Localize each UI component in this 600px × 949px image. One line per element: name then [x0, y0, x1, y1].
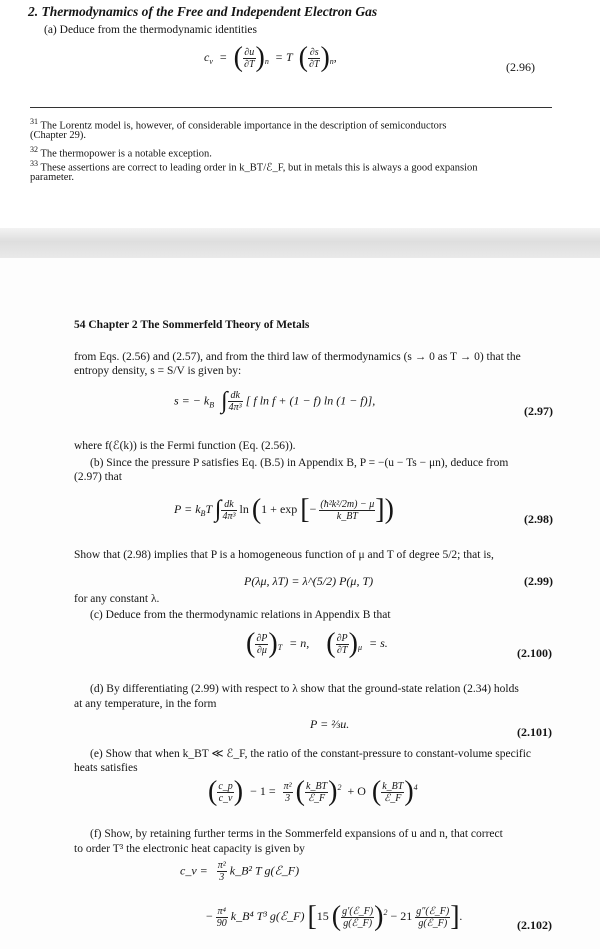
- frac-dmu: ∂μ: [256, 644, 267, 656]
- frac-dP-2: ∂P: [336, 632, 348, 644]
- frac-pi2: π²: [283, 780, 292, 792]
- eq-T: T: [205, 501, 212, 516]
- problem-heading: 2. Thermodynamics of the Free and Independent Electron Gas: [28, 4, 378, 19]
- part-e-line1: (e) Show that when k_BT ≪ ℰ_F, the ratio of the constant-pressure to constant-volume specific: [90, 748, 532, 760]
- frac-pi2: π²: [217, 860, 226, 871]
- frac-gprime: g′(ℰ_F): [342, 905, 374, 917]
- fn-text: These assertions are correct to leading order in k_BT/ℰ_F, but in metals this is always a good expansion: [40, 162, 478, 174]
- part-d-line2: at any temperature, in the form: [74, 698, 217, 710]
- frac-dk: dk: [228, 390, 243, 402]
- frac-4pi3: 4π³: [228, 402, 242, 413]
- show-298-line: Show that (2.98) implies that P is a homogeneous function of μ and T of degree 5/2; that is,: [74, 549, 494, 561]
- fn-text: The thermopower is a notable exception.: [40, 148, 212, 160]
- eq-cv: c: [204, 49, 210, 64]
- any-constant-line: for any constant λ.: [74, 593, 160, 605]
- eq-cv-sub: v: [209, 57, 213, 67]
- frac-g-2: g(ℰ_F): [418, 917, 448, 929]
- frac-3: 3: [285, 792, 291, 804]
- equation-2-100: ( $\frac{\partial P}{\partial\mu}$ )$_T = n$, ( $\frac{\partial P}{\partial T}$ )$_\mu = s$.: [246, 628, 388, 659]
- frac-cv: c_v: [218, 792, 233, 804]
- footnote-33: [30, 157, 478, 176]
- frac-dk: dk: [221, 499, 236, 511]
- equation-2-98: $P = k_BT$ ∫ $\frac{dk}{\text{4π³}}$ ln (1 + exp [− $\frac{\text{(ħ²k²/2m) − μ}}{k\_BT}$ ]): [174, 494, 394, 525]
- frac-kT: k_BT: [306, 780, 328, 792]
- fn-mark: 31: [30, 117, 38, 126]
- footnote-31-cont: (Chapter 29).: [30, 130, 86, 141]
- eq-cv: c_v =: [180, 863, 208, 878]
- eq-minus: −: [309, 501, 317, 516]
- frac-pi4: π⁴: [217, 905, 227, 917]
- frac-dT: ∂T: [336, 644, 348, 656]
- frac-dT-2: ∂T: [308, 58, 320, 70]
- equation-2-97: s = − $k_B$ ∫ $\frac{dk}{\text{4π³}}$ [ f ln f + (1 − f) ln (1 − f)],: [174, 388, 376, 414]
- eq-lhs: s = − k: [174, 393, 210, 408]
- part-b-line1: (b) Since the pressure P satisfies Eq. (B.5) in Appendix B, P = −(u − Ts − μn), deduce from: [90, 457, 509, 469]
- eq-number-2-96: (2.96): [506, 60, 535, 74]
- frac-cp: c_p: [218, 780, 233, 792]
- frac-ds: ∂s: [309, 46, 319, 58]
- eq-equals-T: = T: [274, 49, 293, 64]
- frac-EF: ℰ_F: [307, 792, 326, 804]
- frac-90: 90: [216, 917, 227, 929]
- sub-n-2: n: [329, 57, 334, 67]
- equation-2-96: $c_v$ = ( $\frac{\partial u}{\partial T}$ )$_n = T$ ( $\frac{\partial s}{\partial T}$ )$_n$,: [204, 42, 337, 73]
- fn-text: The Lorentz model is, however, of considerable importance in the description of semiconductors: [40, 120, 447, 132]
- part-f-line2: to order T³ the electronic heat capacity is given by: [74, 843, 305, 855]
- frac-g: g(ℰ_F): [343, 917, 373, 929]
- frac-kBT: k_BT: [336, 510, 358, 522]
- frac-4pi3: 4π³: [222, 510, 236, 522]
- where-line: where f(ℰ(k)) is the Fermi function (Eq. (2.56)).: [74, 440, 296, 452]
- running-head: 54 Chapter 2 The Sommerfeld Theory of Metals: [74, 319, 310, 331]
- eq-line1-body: k_B² T g(ℰ_F): [229, 863, 300, 878]
- eq-body: [ f ln f + (1 − f) ln (1 − f)],: [245, 393, 376, 408]
- sup-2: 2: [383, 907, 388, 917]
- eq-number-2-102: (2.102): [517, 918, 552, 932]
- equation-heat-ratio: ( $\frac{c\_p}{c\_v}$ ) − 1 = $\frac{\text{π²}}{3}$ ( $\frac{k\_BT}{\text{ℰ\_F}}$ )$^2$ + O ( $\frac{k\_BT}{\text{ℰ\_F}}$ )$^4$: [208, 776, 418, 807]
- frac-EF-2: ℰ_F: [384, 792, 402, 804]
- eq-minus-one: − 1 =: [250, 783, 276, 798]
- part-f-line1: (f) Show, by retaining further terms in the Sommerfeld expansions of u and n, that correct: [90, 828, 503, 840]
- eq-minus: −: [206, 908, 213, 923]
- frac-energy: (ħ²k²/2m) − μ: [320, 498, 375, 510]
- eq-line2-body: k_B⁴ T³ g(ℰ_F): [230, 908, 305, 923]
- part-a-text: (a) Deduce from the thermodynamic identities: [44, 24, 257, 36]
- sub-mu: μ: [358, 643, 363, 653]
- equation-2-102-line2: − $\frac{\text{π⁴}}{90}$ k_B⁴ T³ g(ℰ_F) [15 ( $\frac{\text{g′(ℰ\_F)}}{\text{g(ℰ\_F)}}$ )$^2$ − 21 $\frac{\text{g″(ℰ\_F)}}{\text{g(ℰ\_F)}}$ ].: [206, 901, 463, 932]
- eq-ln: ln: [239, 501, 249, 516]
- eq-equals-s: = s.: [369, 635, 388, 650]
- page-separator: [0, 228, 600, 258]
- eq-minus-21: − 21: [390, 908, 413, 923]
- fn-mark: 33: [30, 159, 38, 168]
- eq-number-2-99: (2.99): [524, 574, 553, 588]
- eq-1-plus-exp: 1 + exp: [261, 501, 298, 516]
- footnote-31: [30, 115, 446, 134]
- footnote-33-cont: parameter.: [30, 172, 75, 183]
- eq-lhs: P = k: [174, 501, 201, 516]
- frac-du: ∂u: [244, 46, 255, 58]
- part-c-text: (c) Deduce from the thermodynamic relations in Appendix B that: [90, 609, 391, 621]
- eq-lhs-sub: B: [209, 400, 215, 410]
- equation-2-101: P = ⅔u.: [310, 717, 350, 731]
- equation-2-102-line1: [180, 860, 299, 883]
- para1-line1: from Eqs. (2.56) and (2.57), and from the third law of thermodynamics (s → 0 as T → 0) that the: [74, 351, 521, 363]
- frac-dP: ∂P: [256, 632, 268, 644]
- eq-number-2-101: (2.101): [517, 725, 552, 739]
- frac-3: 3: [219, 872, 225, 883]
- sub-n: n: [264, 57, 269, 67]
- frac-kT-2: k_BT: [382, 780, 404, 792]
- eq-number-2-98: (2.98): [524, 512, 553, 526]
- eq-number-2-100: (2.100): [517, 646, 552, 660]
- sub-T: T: [277, 643, 283, 653]
- part-d-line1: (d) By differentiating (2.99) with respect to λ show that the ground-state relation (2.34) holds: [90, 683, 519, 695]
- eq-number-2-97: (2.97): [524, 404, 553, 418]
- eq-equals: =: [219, 49, 227, 64]
- part-b-line2: (2.97) that: [74, 471, 122, 483]
- frac-gdoubleprime: g″(ℰ_F): [416, 905, 450, 917]
- eq-tail: ,: [333, 49, 337, 64]
- eq-lhs-sub: B: [200, 509, 206, 519]
- fn-mark: 32: [30, 145, 38, 154]
- eq-15: 15: [316, 908, 329, 923]
- eq-plus-O: + O: [347, 783, 366, 798]
- page-bottom: [0, 258, 600, 949]
- frac-dT: ∂T: [244, 58, 255, 70]
- eq-equals-n: = n,: [289, 635, 310, 650]
- footnote-rule: [30, 107, 552, 108]
- part-e-line2: heats satisfies: [74, 762, 138, 774]
- page-top: [0, 0, 600, 228]
- para1-line2: entropy density, s = S/V is given by:: [74, 365, 242, 377]
- equation-2-99: P(λμ, λT) = λ^(5/2) P(μ, T): [244, 574, 374, 588]
